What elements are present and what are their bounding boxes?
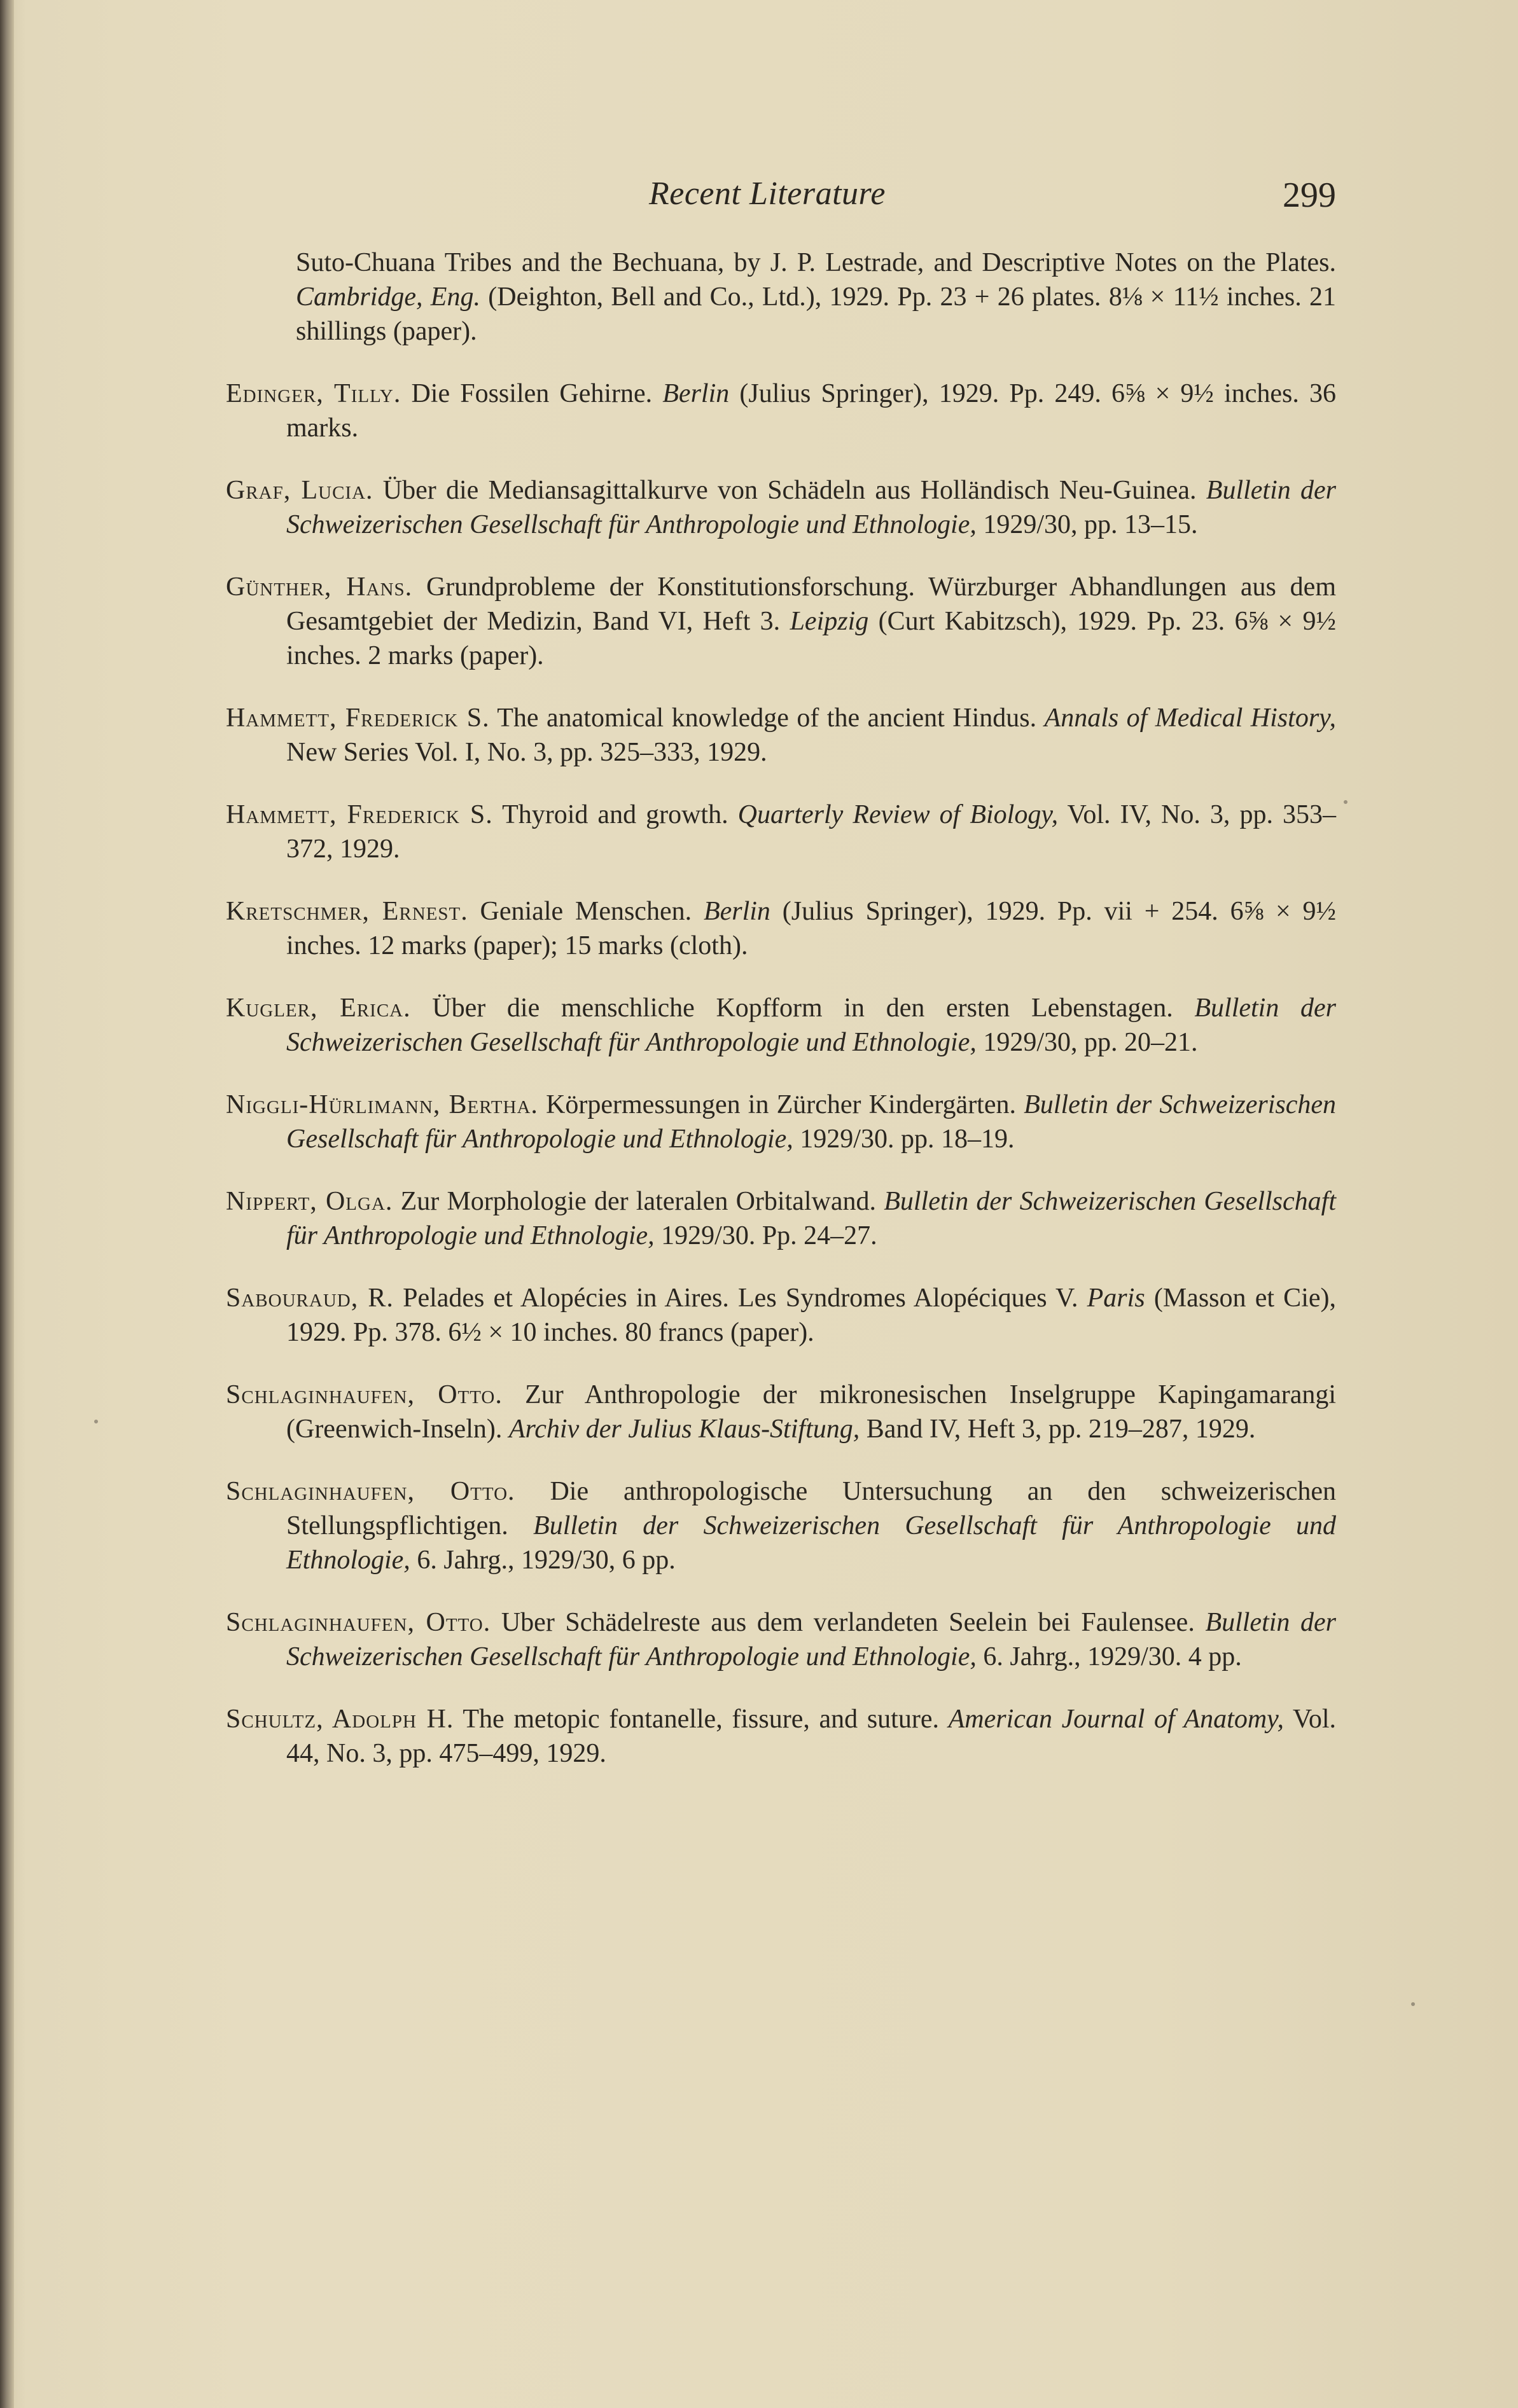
bibliography-entry — [226, 991, 1336, 1060]
running-head: Recent Literature — [649, 176, 886, 212]
entry-title: Die Fossilen Gehirne. — [401, 379, 663, 408]
entry-title: The anatomical knowledge of the ancient Hindus. — [489, 703, 1045, 733]
bibliography-entry — [226, 473, 1336, 542]
bibliography-list — [226, 246, 1336, 1799]
entry-author: Günther, Hans. — [226, 572, 413, 602]
entry-source: Berlin — [662, 379, 730, 408]
entry-title: Uber Schädelreste aus dem verlandeten Seelein bei Faulensee. — [491, 1608, 1206, 1637]
entry-details: (Curt Kabitzsch), 1929. Pp. 23. 6⅝ × 9½ inches. 2 marks (paper). — [286, 607, 1336, 670]
paper-speck — [1411, 2002, 1415, 2006]
bibliography-entry — [226, 894, 1336, 963]
entry-details: 1929/30. Pp. 24–27. — [654, 1221, 877, 1250]
entry-details: Vol. IV, No. 3, pp. 353–372, 1929. — [286, 800, 1337, 864]
entry-source: Berlin — [703, 897, 770, 926]
entry-source: Cambridge, Eng. — [296, 282, 480, 312]
entry-source: Quarterly Review of Biology, — [737, 800, 1059, 829]
bibliography-entry — [226, 1702, 1336, 1771]
entry-details: (Deighton, Bell and Co., Ltd.), 1929. Pp. 23 + 26 plates. 8⅛ × 11½ inches. 21 shillings (paper). — [296, 282, 1336, 346]
entry-author: Kugler, Erica. — [226, 993, 411, 1023]
entry-source: Bulletin der Schweizerischen Gesellschaft für Anthropologie und Ethnologie, — [286, 476, 1336, 539]
bibliography-entry — [226, 1378, 1336, 1446]
bibliography-entry — [226, 1088, 1336, 1156]
entry-title: Zur Anthropologie der mikronesischen Inselgruppe Kapingamarangi (Greenwich-Inseln). — [286, 1380, 1337, 1444]
paper-speck — [1344, 800, 1347, 804]
entry-title: Über die menschliche Kopfform in den ersten Lebenstagen. — [410, 993, 1195, 1023]
entry-title: The metopic fontanelle, fissure, and suture. — [454, 1705, 949, 1734]
entry-title: Thyroid and growth. — [492, 800, 738, 829]
entry-source: Bulletin der Schweizerischen Gesellschaft für Anthropologie und Ethnologie, — [286, 1187, 1336, 1250]
bibliography-entry — [226, 377, 1336, 445]
entry-author: Nippert, Olga. — [226, 1187, 393, 1216]
entry-source: Leipzig — [790, 607, 869, 636]
entry-title: Geniale Menschen. — [468, 897, 704, 926]
entry-author: Schlaginhaufen, Otto. — [226, 1477, 515, 1506]
entry-source: American Journal of Anatomy, — [948, 1705, 1284, 1734]
entry-title: Grundprobleme der Konstitutionsforschung. Würzburger Abhandlungen aus dem Gesamtgebiet der Medizin, Band VI, Heft 3. — [286, 572, 1336, 636]
entry-title: Die anthropologische Untersuchung an den schweizerischen Stellungspflichtigen. — [286, 1477, 1336, 1540]
entry-details: (Julius Springer), 1929. Pp. 249. 6⅝ × 9½ inches. 36 marks. — [286, 379, 1336, 443]
bibliography-entry — [226, 798, 1336, 866]
bibliography-entry — [226, 246, 1336, 349]
entry-source: Annals of Medical History, — [1044, 703, 1336, 733]
entry-details: Vol. 44, No. 3, pp. 475–499, 1929. — [286, 1705, 1336, 1768]
entry-details: New Series Vol. I, No. 3, pp. 325–333, 1929. — [286, 738, 767, 767]
entry-source: Paris — [1087, 1284, 1145, 1313]
entry-details: Band IV, Heft 3, pp. 219–287, 1929. — [860, 1415, 1256, 1444]
page-number: 299 — [1283, 176, 1336, 215]
paper-speck — [94, 1420, 98, 1423]
bibliography-entry — [226, 1474, 1336, 1577]
entry-author: Edinger, Tilly. — [226, 379, 401, 408]
entry-source: Archiv der Julius Klaus-Stiftung, — [508, 1415, 860, 1444]
entry-author: Niggli-Hürlimann, Bertha. — [226, 1090, 538, 1119]
entry-title: Körpermessungen in Zürcher Kindergärten. — [538, 1090, 1024, 1119]
page-binding-edge — [0, 0, 14, 2408]
entry-title: Suto-Chuana Tribes and the Bechuana, by J. P. Lestrade, and Descriptive Notes on the Plates. — [296, 248, 1336, 277]
bibliography-entry — [226, 570, 1336, 673]
entry-author: Kretschmer, Ernest. — [226, 897, 468, 926]
entry-author: Schlaginhaufen, Otto. — [226, 1608, 491, 1637]
entry-source: Bulletin der Schweizerischen Gesellschaft für Anthropologie und Ethnologie, — [286, 1608, 1336, 1671]
entry-author: Hammett, Frederick S. — [226, 800, 493, 829]
entry-details: 1929/30. pp. 18–19. — [793, 1124, 1015, 1154]
bibliography-entry — [226, 701, 1336, 770]
entry-title: Über die Mediansagittalkurve von Schädeln aus Holländisch Neu-Guinea. — [373, 476, 1206, 505]
entry-details: 6. Jahrg., 1929/30, 6 pp. — [410, 1546, 676, 1575]
bibliography-entry — [226, 1184, 1336, 1253]
entry-author: Schultz, Adolph H. — [226, 1705, 454, 1734]
entry-source: Bulletin der Schweizerischen Gesellschaft für Anthropologie und Ethnologie, — [286, 1090, 1336, 1154]
entry-details: 1929/30, pp. 13–15. — [976, 510, 1198, 539]
entry-details: 1929/30, pp. 20–21. — [976, 1028, 1198, 1057]
entry-details: (Julius Springer), 1929. Pp. vii + 254. 6⅝ × 9½ inches. 12 marks (paper); 15 marks (cloth). — [286, 897, 1337, 960]
entry-source: Bulletin der Schweizerischen Gesellschaft für Anthropologie und Ethnologie, — [286, 993, 1337, 1057]
entry-author: Graf, Lucia. — [226, 476, 373, 505]
entry-source: Bulletin der Schweizerischen Gesellschaft für Anthropologie und Ethnologie, — [286, 1511, 1336, 1575]
bibliography-entry — [226, 1281, 1336, 1350]
entry-title: Zur Morphologie der lateralen Orbitalwand. — [393, 1187, 884, 1216]
entry-title: Pelades et Alopécies in Aires. Les Syndromes Alopéciques V. — [393, 1284, 1087, 1313]
entry-author: Schlaginhaufen, Otto. — [226, 1380, 503, 1409]
page-header — [649, 175, 1336, 226]
entry-author: Sabouraud, R. — [226, 1284, 394, 1313]
bibliography-entry — [226, 1605, 1336, 1674]
entry-author: Hammett, Frederick S. — [226, 703, 490, 733]
entry-details: 6. Jahrg., 1929/30. 4 pp. — [976, 1642, 1242, 1671]
entry-details: (Masson et Cie), 1929. Pp. 378. 6½ × 10 inches. 80 francs (paper). — [286, 1284, 1336, 1347]
